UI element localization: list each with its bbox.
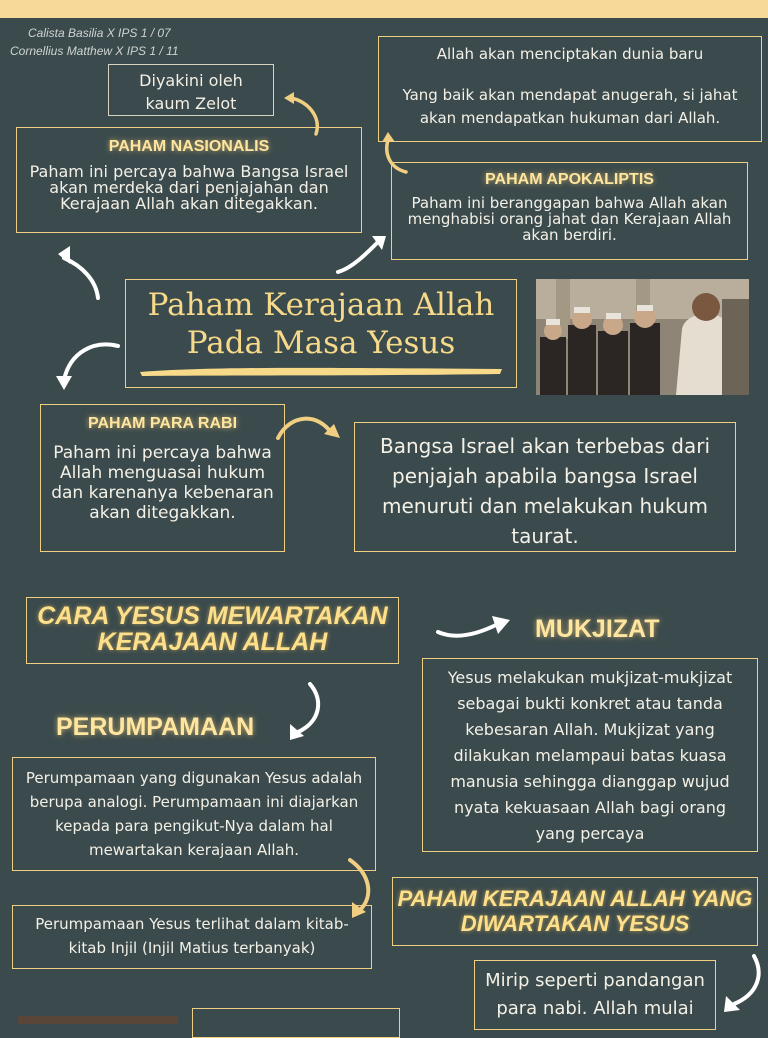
brush-underline <box>138 364 504 378</box>
diwartakan-line-1: PAHAM KERAJAAN ALLAH YANG <box>397 886 753 911</box>
author-2: Cornellius Matthew X IPS 1 / 11 <box>10 44 179 58</box>
zelot-note <box>108 64 274 116</box>
rabi-heading: PAHAM PARA RABI <box>87 415 238 432</box>
authors <box>10 24 179 60</box>
diwartakan-text: Mirip seperti pandangan para nabi. Allah mulai <box>485 970 705 1019</box>
rabi-note-text: Bangsa Israel akan terbebas dari penjajah apabila bangsa Israel menuruti dan melakukan hukum taurat. <box>380 434 710 548</box>
arrow-diwartakan-icon <box>718 952 766 1016</box>
nasionalis-card <box>16 127 362 233</box>
title-line-2: Pada Masa Yesus <box>186 325 456 361</box>
author-1: Calista Basilia X IPS 1 / 07 <box>28 26 171 40</box>
perumpamaan-card-1 <box>12 757 376 871</box>
arrow-nasionalis-icon <box>54 240 106 304</box>
title-box <box>125 279 517 388</box>
jesus-pharisees-image <box>536 279 749 395</box>
bottom-partial-box <box>192 1008 400 1038</box>
mukjizat-text: Yesus melakukan mukjizat-mukjizat sebagai bukti konkret atau tanda kebesaran Allah. Mukjizat yang dilakukan melampaui batas kuasa manusia sehingga dianggap wujud nyata kekuasaan Allah bagi orang yang percaya <box>447 668 733 843</box>
apokaliptis-card <box>391 162 748 260</box>
arrow-mukjizat-icon <box>434 608 516 644</box>
apokaliptis-text: Paham ini beranggapan bahwa Allah akan menghabisi orang jahat dan Kerajaan Allah akan berdiri. <box>407 194 732 244</box>
rabi-note <box>354 422 736 552</box>
arrow-apokaliptis-note-icon <box>376 128 416 178</box>
apokaliptis-note-line2: Yang baik akan mendapat anugerah, si jahat akan mendapatkan hukuman dari Allah. <box>402 86 738 127</box>
zelot-note-text: Diyakini oleh kaum Zelot <box>139 71 243 113</box>
title-line-1: Paham Kerajaan Allah <box>147 287 495 323</box>
arrow-apokaliptis-icon <box>334 232 390 276</box>
arrow-perumpamaan-icon <box>284 680 330 742</box>
apokaliptis-note-line1: Allah akan menciptakan dunia baru <box>436 45 704 63</box>
perumpamaan-text-1: Perumpamaan yang digunakan Yesus adalah berupa analogi. Perumpamaan ini diajarkan kepada para pengikut-Nya dalam hal mewartakan kerajaan Allah. <box>25 769 363 859</box>
perumpamaan-text-2: Perumpamaan Yesus terlihat dalam kitab-kitab Injil (Injil Matius terbanyak) <box>35 915 349 957</box>
bottom-image-fragment <box>18 1016 178 1024</box>
rabi-text: Paham ini percaya bahwa Allah menguasai hukum dan karenanya kebenaran akan ditegakkan. <box>51 443 274 523</box>
cara-line-2: KERAJAAN ALLAH <box>97 628 328 656</box>
perumpamaan-card-2 <box>12 905 372 969</box>
rabi-card <box>40 404 285 552</box>
arrow-rabi-icon <box>50 336 122 394</box>
diwartakan-box <box>392 877 758 946</box>
top-banner <box>0 0 768 18</box>
arrow-rabi-note-icon <box>274 408 346 454</box>
apokaliptis-heading: PAHAM APOKALIPTIS <box>485 171 654 188</box>
apokaliptis-note <box>378 36 762 142</box>
mukjizat-card <box>422 658 758 852</box>
cara-line-1: CARA YESUS MEWARTAKAN <box>37 602 388 630</box>
arrow-perumpamaan-2-icon <box>340 856 382 920</box>
nasionalis-heading: PAHAM NASIONALIS <box>108 138 270 155</box>
diwartakan-card <box>474 960 716 1030</box>
cara-box <box>26 597 399 664</box>
mukjizat-heading: MUKJIZAT <box>535 615 660 643</box>
diwartakan-line-2: DIWARTAKAN YESUS <box>460 911 690 936</box>
perumpamaan-heading: PERUMPAMAAN <box>56 713 255 741</box>
nasionalis-text: Paham ini percaya bahwa Bangsa Israel akan merdeka dari penjajahan dan Kerajaan Allah akan ditegakkan. <box>29 162 349 213</box>
arrow-zelot-icon <box>280 88 330 138</box>
